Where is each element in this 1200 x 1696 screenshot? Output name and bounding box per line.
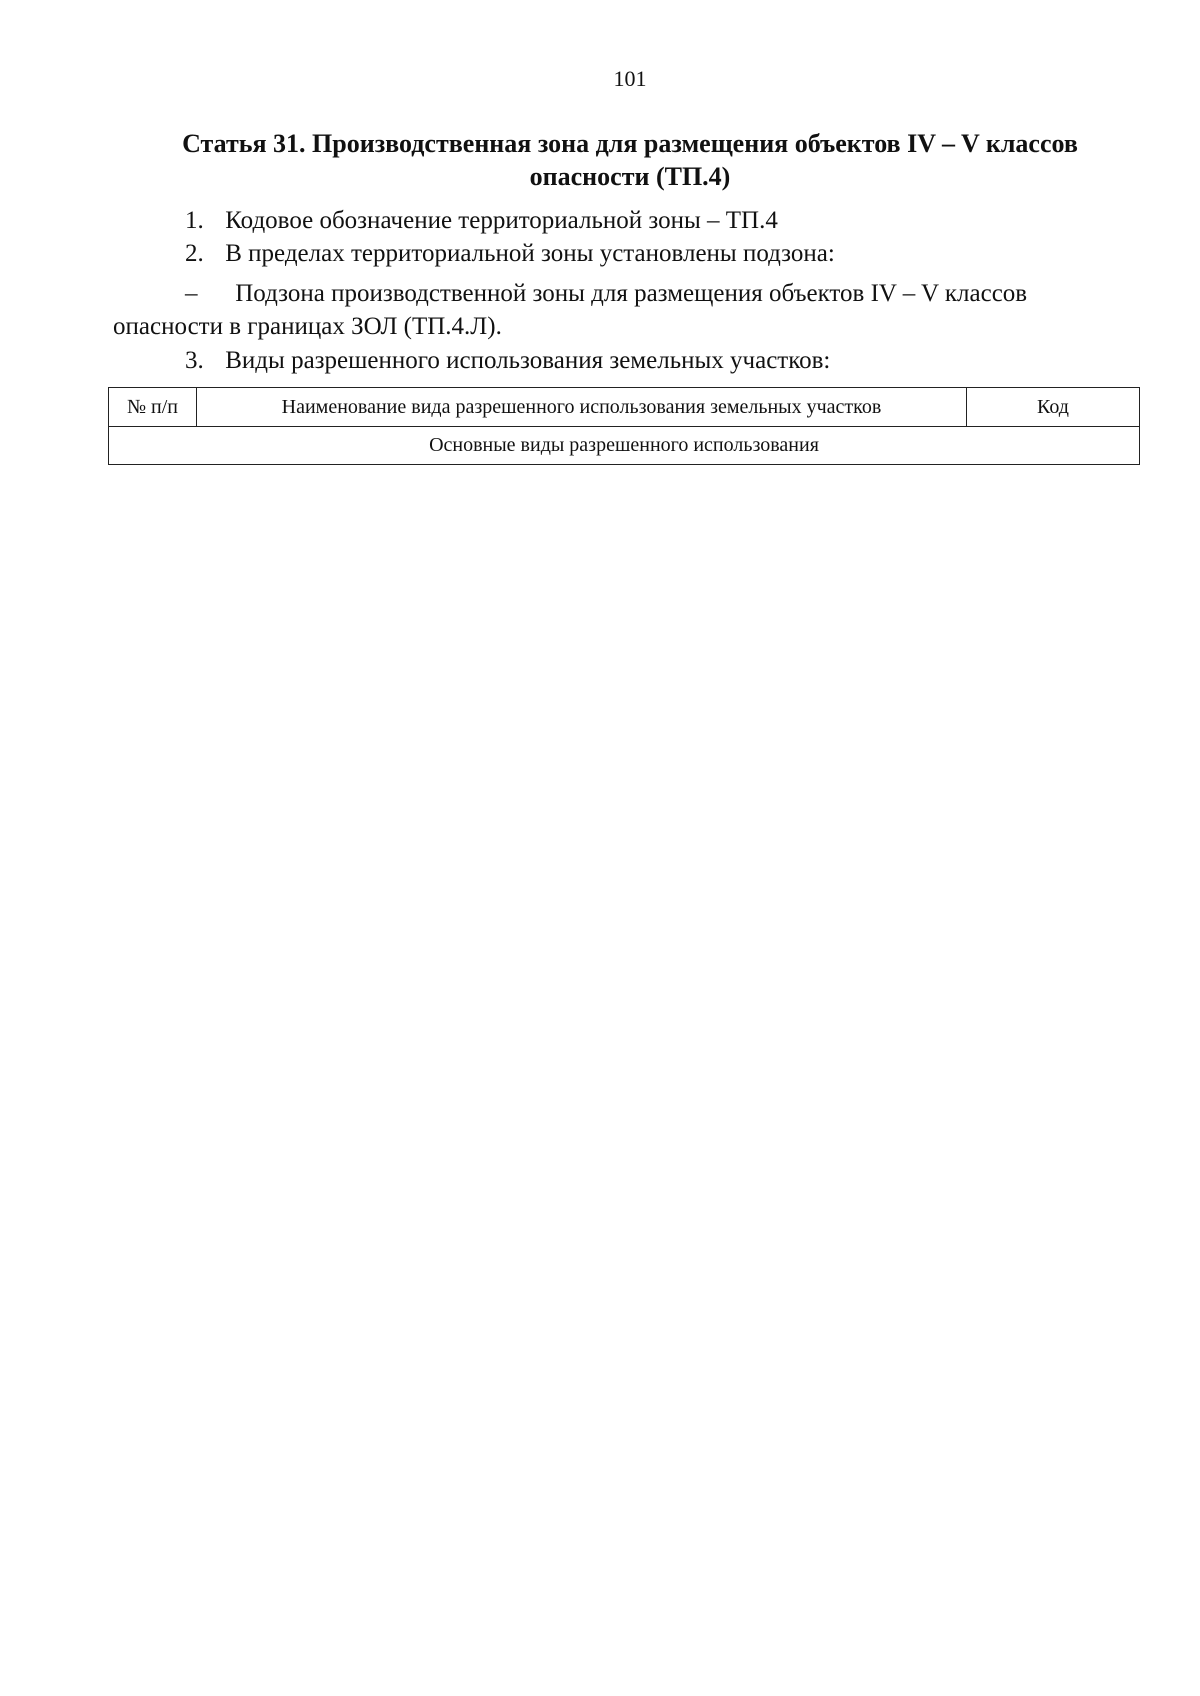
paragraph-3-number: 3. bbox=[185, 347, 204, 374]
land-use-table bbox=[108, 387, 1140, 465]
paragraph-2-number: 2. bbox=[185, 240, 204, 267]
article-title-line-1: Статья 31. Производственная зона для размещения объектов IV – V классов bbox=[182, 129, 1078, 158]
paragraph-1 bbox=[185, 204, 778, 237]
section-main-title: Основные виды разрешенного использования bbox=[109, 427, 1140, 465]
article-title-line-2: опасности (ТП.4) bbox=[529, 162, 731, 191]
paragraph-3-text: Виды разрешенного использования земельных участков: bbox=[225, 347, 831, 374]
paragraph-3 bbox=[185, 344, 830, 377]
section-main-row bbox=[109, 427, 1140, 465]
header-code: Код bbox=[967, 388, 1140, 427]
article-title bbox=[120, 127, 1140, 193]
subzone-dash: – bbox=[185, 280, 198, 307]
page-number: 101 bbox=[613, 66, 647, 91]
paragraph-2-text: В пределах территориальной зоны установлены подзона: bbox=[225, 240, 835, 267]
header-name: Наименование вида разрешенного использования земельных участков bbox=[197, 388, 967, 427]
subzone-text: Подзона производственной зоны для размещения объектов IV – V классов bbox=[235, 280, 1028, 307]
table-header-row bbox=[109, 388, 1140, 427]
paragraph-1-text: Кодовое обозначение территориальной зоны – ТП.4 bbox=[225, 207, 778, 234]
header-number: № п/п bbox=[109, 388, 197, 427]
subzone-paragraph bbox=[185, 277, 1027, 310]
subzone-text-continued: опасности в границах ЗОЛ (ТП.4.Л). bbox=[113, 313, 502, 340]
paragraph-1-number: 1. bbox=[185, 207, 204, 234]
paragraph-2 bbox=[185, 237, 835, 270]
